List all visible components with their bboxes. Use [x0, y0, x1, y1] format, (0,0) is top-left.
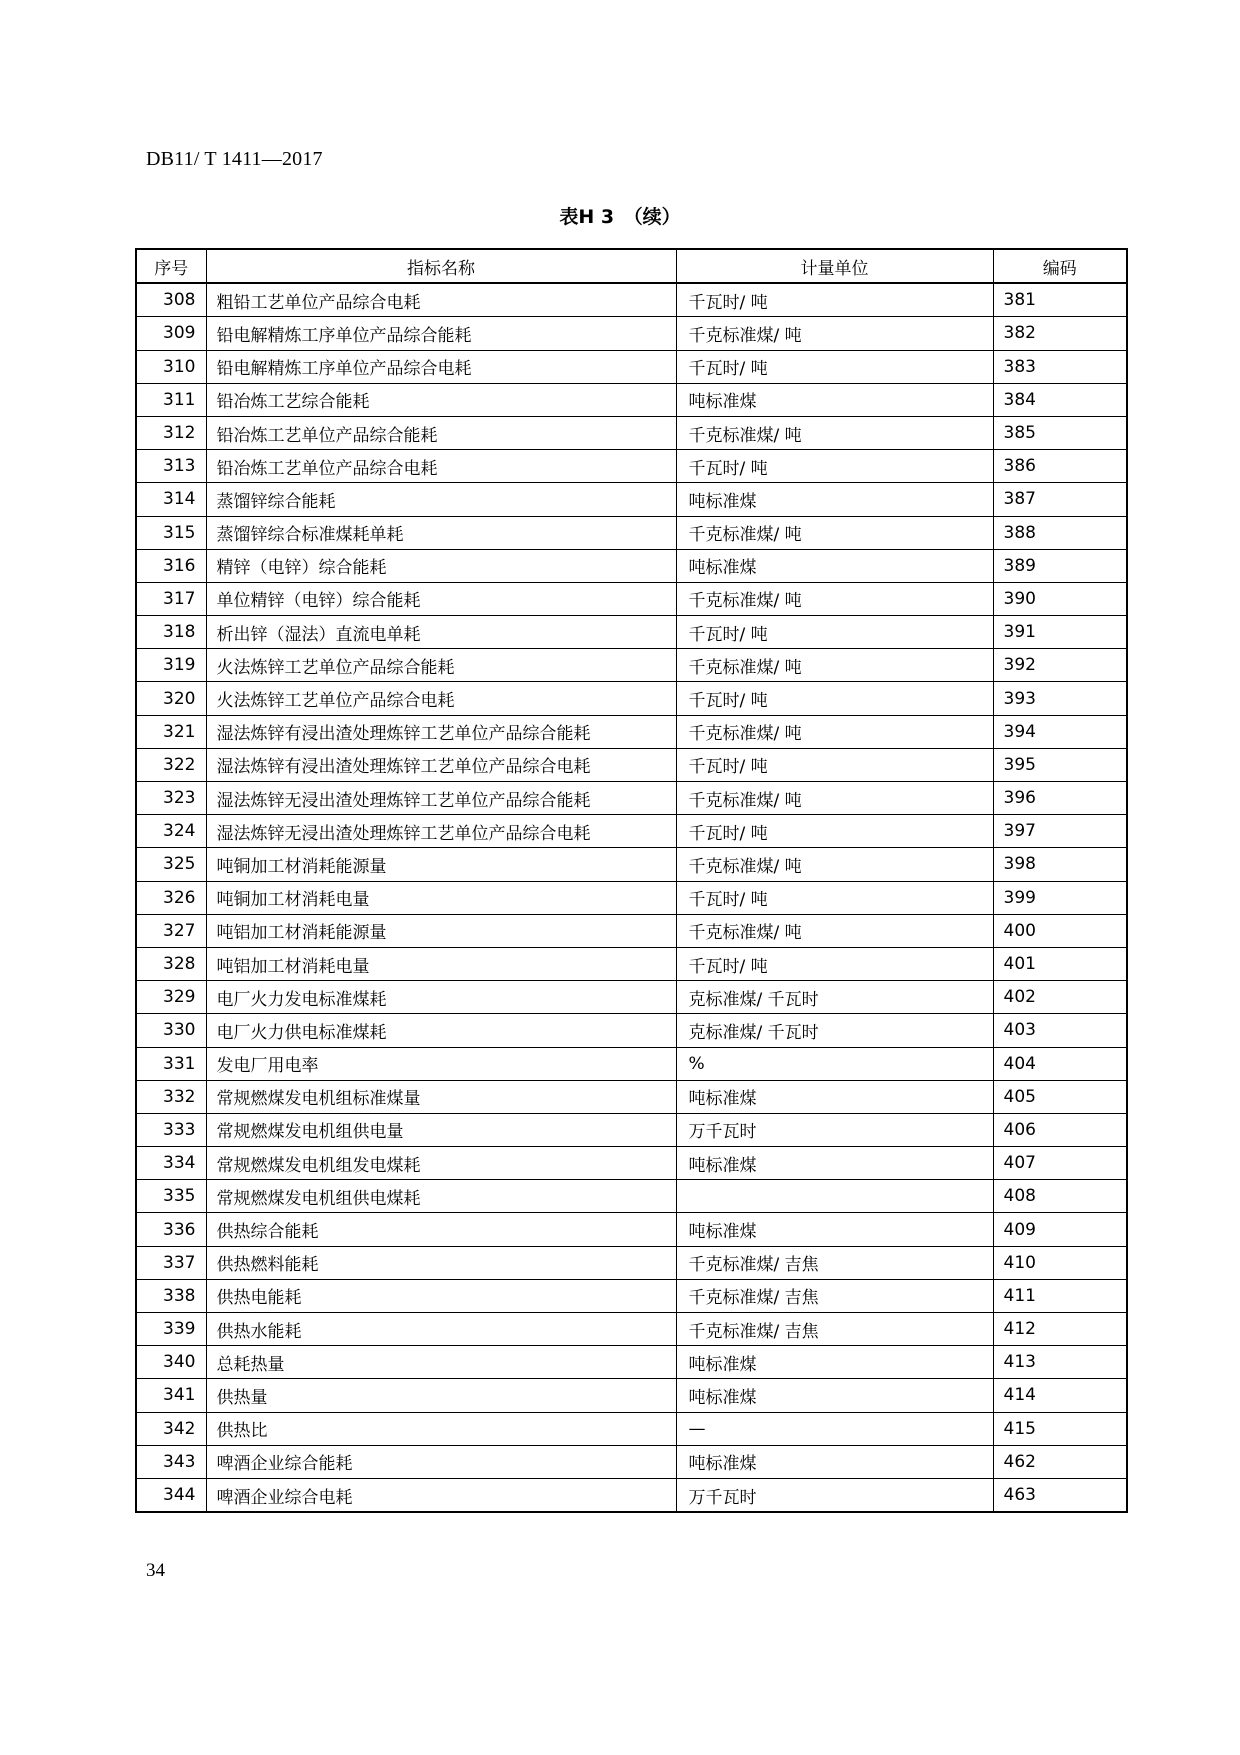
- row-code: 399: [993, 881, 1127, 914]
- row-unit: 吨标准煤: [676, 483, 993, 516]
- row-serial-number: 310: [136, 350, 206, 383]
- document-code: DB11/ T 1411—2017: [146, 148, 323, 170]
- table-row: [136, 649, 1127, 682]
- row-serial-number: 319: [136, 649, 206, 682]
- table-row: [136, 1412, 1127, 1445]
- table-row: [136, 1478, 1127, 1512]
- row-indicator-name: 啤酒企业综合能耗: [206, 1445, 676, 1478]
- row-code: 463: [993, 1478, 1127, 1512]
- row-indicator-name: 吨铜加工材消耗能源量: [206, 848, 676, 881]
- table-row: [136, 1113, 1127, 1146]
- row-code: 405: [993, 1080, 1127, 1113]
- header-serial-number: 序号: [136, 249, 206, 283]
- table-row: [136, 848, 1127, 881]
- row-code: 393: [993, 682, 1127, 715]
- table-row: [136, 283, 1127, 317]
- table-row: [136, 881, 1127, 914]
- row-unit: 千克标准煤/ 吉焦: [676, 1279, 993, 1312]
- row-unit: 吨标准煤: [676, 1445, 993, 1478]
- row-indicator-name: 铅电解精炼工序单位产品综合能耗: [206, 317, 676, 350]
- table-row: [136, 1014, 1127, 1047]
- row-code: 385: [993, 416, 1127, 449]
- table-row: [136, 715, 1127, 748]
- row-unit: 千克标准煤/ 吨: [676, 914, 993, 947]
- row-indicator-name: 湿法炼锌有浸出渣处理炼锌工艺单位产品综合能耗: [206, 715, 676, 748]
- row-code: 394: [993, 715, 1127, 748]
- row-unit: 千克标准煤/ 吨: [676, 416, 993, 449]
- table-row: [136, 1047, 1127, 1080]
- row-indicator-name: 粗铅工艺单位产品综合电耗: [206, 283, 676, 317]
- row-serial-number: 308: [136, 283, 206, 317]
- table-row: [136, 383, 1127, 416]
- row-indicator-name: 发电厂用电率: [206, 1047, 676, 1080]
- row-serial-number: 336: [136, 1213, 206, 1246]
- row-indicator-name: 供热比: [206, 1412, 676, 1445]
- row-indicator-name: 蒸馏锌综合标准煤耗单耗: [206, 516, 676, 549]
- row-indicator-name: 供热水能耗: [206, 1313, 676, 1346]
- table-row: [136, 1180, 1127, 1213]
- row-code: 392: [993, 649, 1127, 682]
- row-indicator-name: 湿法炼锌有浸出渣处理炼锌工艺单位产品综合电耗: [206, 748, 676, 781]
- row-serial-number: 337: [136, 1246, 206, 1279]
- row-serial-number: 341: [136, 1379, 206, 1412]
- row-serial-number: 312: [136, 416, 206, 449]
- row-code: 388: [993, 516, 1127, 549]
- row-indicator-name: 精锌（电锌）综合能耗: [206, 549, 676, 582]
- row-indicator-name: 湿法炼锌无浸出渣处理炼锌工艺单位产品综合能耗: [206, 782, 676, 815]
- row-code: 413: [993, 1346, 1127, 1379]
- row-serial-number: 334: [136, 1147, 206, 1180]
- row-code: 462: [993, 1445, 1127, 1478]
- table-row: [136, 350, 1127, 383]
- row-unit: 千瓦时/ 吨: [676, 881, 993, 914]
- row-serial-number: 339: [136, 1313, 206, 1346]
- row-unit: 克标准煤/ 千瓦时: [676, 1014, 993, 1047]
- row-unit: 吨标准煤: [676, 383, 993, 416]
- row-code: 389: [993, 549, 1127, 582]
- row-serial-number: 335: [136, 1180, 206, 1213]
- row-serial-number: 320: [136, 682, 206, 715]
- row-indicator-name: 供热燃料能耗: [206, 1246, 676, 1279]
- row-code: 404: [993, 1047, 1127, 1080]
- row-code: 397: [993, 815, 1127, 848]
- table-row: [136, 616, 1127, 649]
- row-code: 403: [993, 1014, 1127, 1047]
- table-row: [136, 483, 1127, 516]
- row-unit: [676, 1180, 993, 1213]
- row-serial-number: 342: [136, 1412, 206, 1445]
- row-indicator-name: 吨铝加工材消耗能源量: [206, 914, 676, 947]
- row-serial-number: 333: [136, 1113, 206, 1146]
- row-serial-number: 327: [136, 914, 206, 947]
- row-unit: 吨标准煤: [676, 1080, 993, 1113]
- row-indicator-name: 铅冶炼工艺单位产品综合电耗: [206, 450, 676, 483]
- table-row: [136, 1147, 1127, 1180]
- row-unit: 千克标准煤/ 吨: [676, 782, 993, 815]
- table-row: [136, 1080, 1127, 1113]
- row-serial-number: 324: [136, 815, 206, 848]
- row-indicator-name: 铅电解精炼工序单位产品综合电耗: [206, 350, 676, 383]
- row-code: 401: [993, 947, 1127, 980]
- table-header-row: [136, 249, 1127, 283]
- row-unit: 千克标准煤/ 吉焦: [676, 1313, 993, 1346]
- row-indicator-name: 析出锌（湿法）直流电单耗: [206, 616, 676, 649]
- row-indicator-name: 常规燃煤发电机组标准煤量: [206, 1080, 676, 1113]
- row-indicator-name: 供热电能耗: [206, 1279, 676, 1312]
- table-row: [136, 1445, 1127, 1478]
- row-indicator-name: 吨铜加工材消耗电量: [206, 881, 676, 914]
- row-indicator-name: 常规燃煤发电机组发电煤耗: [206, 1147, 676, 1180]
- row-code: 406: [993, 1113, 1127, 1146]
- row-unit: 千瓦时/ 吨: [676, 616, 993, 649]
- table-row: [136, 914, 1127, 947]
- row-indicator-name: 铅冶炼工艺单位产品综合能耗: [206, 416, 676, 449]
- row-unit: 千克标准煤/ 吨: [676, 848, 993, 881]
- table-row: [136, 317, 1127, 350]
- row-unit: —: [676, 1412, 993, 1445]
- row-unit: 千克标准煤/ 吨: [676, 649, 993, 682]
- row-code: 398: [993, 848, 1127, 881]
- row-serial-number: 338: [136, 1279, 206, 1312]
- table-row: [136, 516, 1127, 549]
- row-code: 411: [993, 1279, 1127, 1312]
- header-unit: 计量单位: [676, 249, 993, 283]
- table-row: [136, 1279, 1127, 1312]
- page-number: 34: [146, 1560, 165, 1581]
- table-row: [136, 782, 1127, 815]
- row-serial-number: 321: [136, 715, 206, 748]
- indicator-table-container: [135, 248, 1126, 1513]
- row-unit: 千克标准煤/ 吨: [676, 715, 993, 748]
- table-row: [136, 682, 1127, 715]
- row-unit: 千克标准煤/ 吨: [676, 516, 993, 549]
- row-serial-number: 318: [136, 616, 206, 649]
- row-serial-number: 322: [136, 748, 206, 781]
- row-code: 381: [993, 283, 1127, 317]
- row-serial-number: 344: [136, 1478, 206, 1512]
- row-code: 409: [993, 1213, 1127, 1246]
- row-serial-number: 331: [136, 1047, 206, 1080]
- header-indicator-name: 指标名称: [206, 249, 676, 283]
- row-indicator-name: 供热综合能耗: [206, 1213, 676, 1246]
- row-serial-number: 313: [136, 450, 206, 483]
- row-unit: 万千瓦时: [676, 1478, 993, 1512]
- row-unit: 克标准煤/ 千瓦时: [676, 981, 993, 1014]
- table-row: [136, 748, 1127, 781]
- row-indicator-name: 电厂火力供电标准煤耗: [206, 1014, 676, 1047]
- row-unit: %: [676, 1047, 993, 1080]
- table-row: [136, 1246, 1127, 1279]
- row-serial-number: 332: [136, 1080, 206, 1113]
- row-serial-number: 329: [136, 981, 206, 1014]
- table-row: [136, 1213, 1127, 1246]
- row-code: 390: [993, 582, 1127, 615]
- row-serial-number: 314: [136, 483, 206, 516]
- row-indicator-name: 常规燃煤发电机组供电量: [206, 1113, 676, 1146]
- row-code: 396: [993, 782, 1127, 815]
- table-row: [136, 450, 1127, 483]
- row-indicator-name: 蒸馏锌综合能耗: [206, 483, 676, 516]
- row-serial-number: 330: [136, 1014, 206, 1047]
- row-unit: 千克标准煤/ 吉焦: [676, 1246, 993, 1279]
- row-unit: 吨标准煤: [676, 1379, 993, 1412]
- row-code: 382: [993, 317, 1127, 350]
- row-unit: 千瓦时/ 吨: [676, 682, 993, 715]
- row-unit: 万千瓦时: [676, 1113, 993, 1146]
- row-code: 408: [993, 1180, 1127, 1213]
- row-serial-number: 328: [136, 947, 206, 980]
- row-unit: 千克标准煤/ 吨: [676, 317, 993, 350]
- row-code: 391: [993, 616, 1127, 649]
- row-unit: 千瓦时/ 吨: [676, 450, 993, 483]
- row-indicator-name: 单位精锌（电锌）综合能耗: [206, 582, 676, 615]
- table-row: [136, 1346, 1127, 1379]
- table-row: [136, 1313, 1127, 1346]
- table-row: [136, 582, 1127, 615]
- row-code: 414: [993, 1379, 1127, 1412]
- row-unit: 吨标准煤: [676, 1346, 993, 1379]
- row-code: 412: [993, 1313, 1127, 1346]
- row-code: 410: [993, 1246, 1127, 1279]
- row-code: 386: [993, 450, 1127, 483]
- row-indicator-name: 火法炼锌工艺单位产品综合能耗: [206, 649, 676, 682]
- indicator-table: [135, 248, 1128, 1513]
- row-unit: 千瓦时/ 吨: [676, 815, 993, 848]
- row-code: 384: [993, 383, 1127, 416]
- table-row: [136, 1379, 1127, 1412]
- row-serial-number: 315: [136, 516, 206, 549]
- row-serial-number: 311: [136, 383, 206, 416]
- row-indicator-name: 常规燃煤发电机组供电煤耗: [206, 1180, 676, 1213]
- header-code: 编码: [993, 249, 1127, 283]
- row-unit: 千克标准煤/ 吨: [676, 582, 993, 615]
- row-serial-number: 343: [136, 1445, 206, 1478]
- row-indicator-name: 吨铝加工材消耗电量: [206, 947, 676, 980]
- row-indicator-name: 供热量: [206, 1379, 676, 1412]
- row-unit: 吨标准煤: [676, 549, 993, 582]
- row-indicator-name: 总耗热量: [206, 1346, 676, 1379]
- table-row: [136, 549, 1127, 582]
- row-code: 395: [993, 748, 1127, 781]
- row-serial-number: 323: [136, 782, 206, 815]
- table-row: [136, 981, 1127, 1014]
- row-unit: 千瓦时/ 吨: [676, 947, 993, 980]
- row-serial-number: 325: [136, 848, 206, 881]
- row-unit: 千瓦时/ 吨: [676, 748, 993, 781]
- row-indicator-name: 电厂火力发电标准煤耗: [206, 981, 676, 1014]
- table-row: [136, 947, 1127, 980]
- table-title: 表H 3 （续）: [559, 206, 681, 228]
- row-code: 407: [993, 1147, 1127, 1180]
- row-code: 415: [993, 1412, 1127, 1445]
- row-serial-number: 316: [136, 549, 206, 582]
- table-row: [136, 416, 1127, 449]
- row-indicator-name: 铅冶炼工艺综合能耗: [206, 383, 676, 416]
- row-code: 383: [993, 350, 1127, 383]
- row-unit: 千瓦时/ 吨: [676, 283, 993, 317]
- table-body: [136, 283, 1127, 1512]
- row-indicator-name: 湿法炼锌无浸出渣处理炼锌工艺单位产品综合电耗: [206, 815, 676, 848]
- row-indicator-name: 啤酒企业综合电耗: [206, 1478, 676, 1512]
- row-code: 400: [993, 914, 1127, 947]
- row-serial-number: 326: [136, 881, 206, 914]
- row-unit: 千瓦时/ 吨: [676, 350, 993, 383]
- row-serial-number: 340: [136, 1346, 206, 1379]
- row-serial-number: 309: [136, 317, 206, 350]
- table-row: [136, 815, 1127, 848]
- row-unit: 吨标准煤: [676, 1147, 993, 1180]
- row-indicator-name: 火法炼锌工艺单位产品综合电耗: [206, 682, 676, 715]
- row-code: 387: [993, 483, 1127, 516]
- row-serial-number: 317: [136, 582, 206, 615]
- row-code: 402: [993, 981, 1127, 1014]
- row-unit: 吨标准煤: [676, 1213, 993, 1246]
